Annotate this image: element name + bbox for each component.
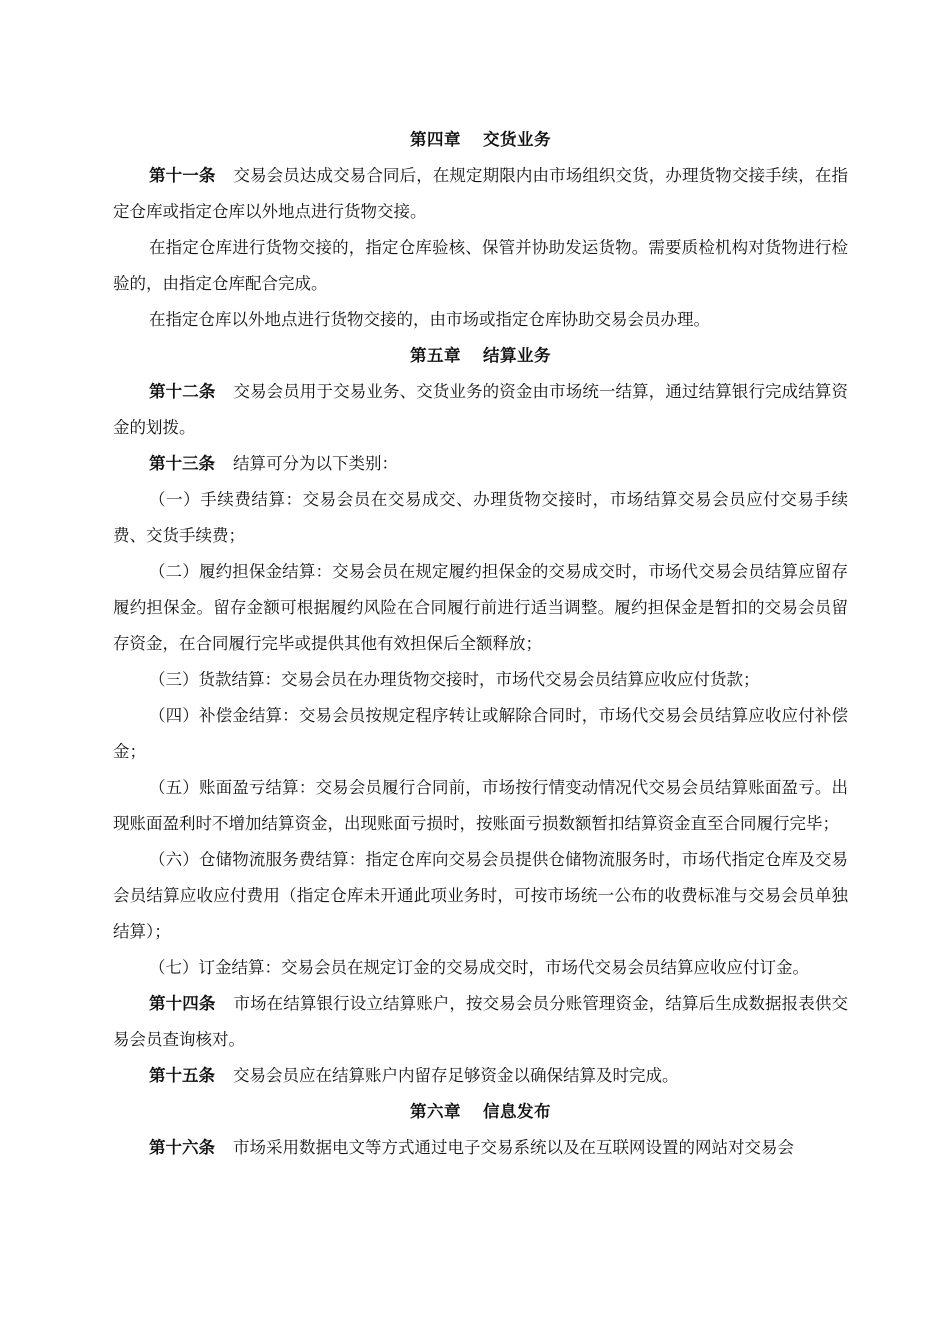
article-label: 第十二条 (149, 382, 216, 401)
chapter-number: 第四章 (410, 130, 461, 149)
list-item: （三）货款结算：交易会员在办理货物交接时，市场代交易会员结算应收应付货款； (149, 670, 760, 689)
article-paragraph (113, 446, 848, 482)
article-text: 市场采用数据电文等方式通过电子交易系统以及在互联网设置的网站对交易会 (233, 1138, 794, 1157)
document-body (113, 122, 848, 1166)
article-label: 第十三条 (149, 454, 215, 473)
article-label: 第十一条 (149, 166, 216, 185)
list-item: （四）补偿金结算：交易会员按规定程序转让或解除合同时，市场代交易会员结算应收应付补偿金； (113, 706, 848, 761)
article-text: 交易会员达成交易合同后，在规定期限内由市场组织交货，办理货物交接手续，在指定仓库或指定仓库以外地点进行货物交接。 (113, 166, 849, 221)
chapter-heading (113, 122, 848, 158)
article-paragraph (113, 1130, 848, 1166)
article-label: 第十五条 (149, 1066, 215, 1085)
chapter-title: 交货业务 (483, 130, 551, 149)
body-paragraph: 在指定仓库以外地点进行货物交接的，由市场或指定仓库协助交易会员办理。 (149, 310, 710, 329)
list-item: （二）履约担保金结算：交易会员在规定履约担保金的交易成交时，市场代交易会员结算应留存履约担保金。留存金额可根据履约风险在合同履行前进行适当调整。履约担保金是暂扣的交易会员留存资金，在合同履行完毕或提供其他有效担保后全额释放； (113, 562, 848, 653)
article-paragraph (113, 158, 848, 230)
chapter-heading (113, 338, 848, 374)
article-label: 第十六条 (149, 1138, 215, 1157)
body-paragraph: 在指定仓库进行货物交接的，指定仓库验核、保管并协助发运货物。需要质检机构对货物进行检验的，由指定仓库配合完成。 (113, 238, 848, 293)
article-paragraph (113, 374, 848, 446)
list-item: （一）手续费结算：交易会员在交易成交、办理货物交接时，市场结算交易会员应付交易手续费、交货手续费； (113, 490, 848, 545)
chapter-title: 结算业务 (483, 346, 551, 365)
article-label: 第十四条 (149, 994, 216, 1013)
chapter-number: 第六章 (410, 1102, 461, 1121)
chapter-heading (113, 1094, 848, 1130)
article-text: 交易会员应在结算账户内留存足够资金以确保结算及时完成。 (233, 1066, 679, 1085)
chapter-title: 信息发布 (483, 1102, 551, 1121)
article-text: 交易会员用于交易业务、交货业务的资金由市场统一结算，通过结算银行完成结算资金的划拨。 (113, 382, 849, 437)
chapter-number: 第五章 (410, 346, 461, 365)
list-item: （五）账面盈亏结算：交易会员履行合同前，市场按行情变动情况代交易会员结算账面盈亏。出现账面盈利时不增加结算资金，出现账面亏损时，按账面亏损数额暂扣结算资金直至合同履行完毕； (113, 778, 848, 833)
article-text: 结算可分为以下类别： (233, 454, 398, 473)
article-paragraph (113, 1058, 848, 1094)
article-text: 市场在结算银行设立结算账户，按交易会员分账管理资金，结算后生成数据报表供交易会员查询核对。 (113, 994, 849, 1049)
article-paragraph (113, 986, 848, 1058)
list-item: （七）订金结算：交易会员在规定订金的交易成交时，市场代交易会员结算应收应付订金。 (149, 958, 809, 977)
list-item: （六）仓储物流服务费结算：指定仓库向交易会员提供仓储物流服务时，市场代指定仓库及交易会员结算应收应付费用（指定仓库未开通此项业务时，可按市场统一公布的收费标准与交易会员单独结算）； (113, 850, 848, 941)
